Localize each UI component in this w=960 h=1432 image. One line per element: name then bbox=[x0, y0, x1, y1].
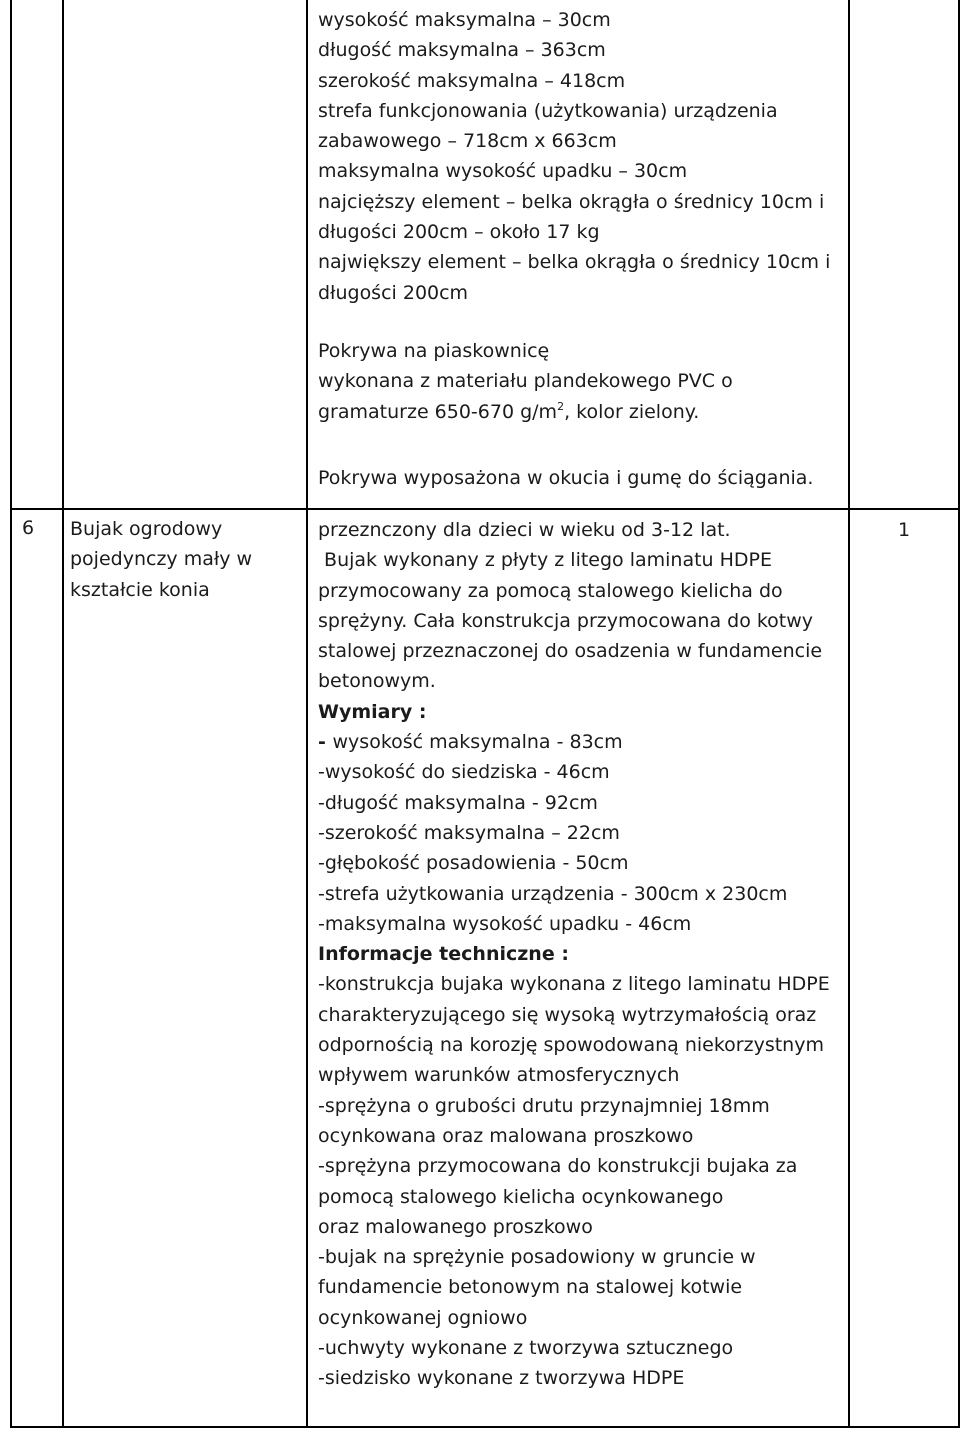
item-name-line: pojedynczy mały w bbox=[70, 548, 253, 571]
dimension-line: szerokość maksymalna – 418cm bbox=[318, 69, 626, 92]
dimension-line: najcięższy element – belka okrągła o średnicy 10cm i bbox=[318, 190, 825, 213]
tech-line: fundamencie betonowym na stalowej kotwie bbox=[318, 1276, 743, 1299]
name-cell bbox=[63, 509, 307, 1427]
dimension-line: -długość maksymalna - 92cm bbox=[318, 791, 598, 814]
tech-line: -sprężyna o grubości drutu przynajmniej 18mm bbox=[318, 1094, 770, 1117]
cover-color-text: , kolor zielony. bbox=[564, 400, 700, 423]
cover-superscript: 2 bbox=[557, 399, 565, 413]
tech-line: -konstrukcja bujaka wykonana z litego laminatu HDPE bbox=[318, 973, 830, 996]
tech-line: -sprężyna przymocowana do konstrukcji bujaka za bbox=[318, 1155, 798, 1178]
dimension-line: długości 200cm bbox=[318, 281, 469, 304]
dimension-text: wysokość maksymalna - 83cm bbox=[332, 731, 623, 754]
tech-line: pomocą stalowego kielicha ocynkowanego bbox=[318, 1185, 724, 1208]
tech-line: -uchwyty wykonane z tworzywa sztucznego bbox=[318, 1337, 734, 1360]
description-line: betonowym. bbox=[318, 670, 436, 693]
tech-line: -bujak na sprężynie posadowiony w gruncie w bbox=[318, 1246, 756, 1269]
dimension-line: strefa funkcjonowania (użytkowania) urządzenia bbox=[318, 99, 778, 122]
number-cell bbox=[11, 509, 63, 1427]
cover-line: wykonana z materiału plandekowego PVC o bbox=[318, 370, 733, 393]
tech-line: wpływem warunków atmosferycznych bbox=[318, 1064, 680, 1087]
row-number: 6 bbox=[22, 517, 35, 539]
item-name-line: Bujak ogrodowy bbox=[70, 518, 223, 540]
dimension-line: -szerokość maksymalna – 22cm bbox=[318, 821, 620, 844]
dimension-line: wysokość maksymalna – 30cm bbox=[318, 9, 611, 31]
description-line: przymocowany za pomocą stalowego kielicha do bbox=[318, 579, 783, 602]
tech-line: oraz malowanego proszkowo bbox=[318, 1215, 593, 1238]
tech-heading: Informacje techniczne : bbox=[318, 943, 569, 966]
description-line: przeznczony dla dzieci w wieku od 3-12 lat. bbox=[318, 519, 731, 541]
cover-line: Pokrywa na piaskownicę bbox=[318, 339, 550, 362]
tech-line: charakteryzującego się wysoką wytrzymałością oraz bbox=[318, 1003, 817, 1026]
tech-line: ocynkowanej ogniowo bbox=[318, 1306, 528, 1329]
dimension-line: zabawowego – 718cm x 663cm bbox=[318, 130, 617, 153]
dimension-line: największy element – belka okrągła o średnicy 10cm i bbox=[318, 251, 831, 274]
dimension-line: długości 200cm – około 17 kg bbox=[318, 221, 600, 244]
dimension-line bbox=[318, 727, 848, 757]
description-line: Bujak wykonany z płyty z litego laminatu HDPE bbox=[318, 549, 773, 572]
tech-line: odpornością na korozję spowodowaną niekorzystnym bbox=[318, 1034, 824, 1057]
dimension-line: -maksymalna wysokość upadku - 46cm bbox=[318, 912, 692, 935]
cover-weight-text: gramaturze 650-670 g/m bbox=[318, 400, 558, 423]
name-cell-empty bbox=[63, 0, 307, 509]
cover-fittings-line: Pokrywa wyposażona w okucia i gumę do ściągania. bbox=[318, 466, 814, 489]
dimension-line: -wysokość do siedziska - 46cm bbox=[318, 761, 610, 784]
description-line: stalowej przeznaczonej do osadzenia w fundamencie bbox=[318, 640, 823, 663]
dimension-line: długość maksymalna – 363cm bbox=[318, 39, 606, 62]
description-cell-continued bbox=[307, 0, 849, 509]
specification-table bbox=[10, 0, 960, 1428]
quantity-cell bbox=[849, 509, 959, 1427]
dimension-line: maksymalna wysokość upadku – 30cm bbox=[318, 160, 688, 183]
quantity-cell-empty bbox=[849, 0, 959, 509]
tech-line: ocynkowana oraz malowana proszkowo bbox=[318, 1124, 694, 1147]
tech-line: -siedzisko wykonane z tworzywa HDPE bbox=[318, 1367, 685, 1390]
table-row-6 bbox=[11, 509, 959, 1427]
number-cell-empty bbox=[11, 0, 63, 509]
dimension-line: -strefa użytkowania urządzenia - 300cm x 230cm bbox=[318, 882, 788, 905]
dimensions-heading: Wymiary : bbox=[318, 700, 427, 723]
cover-weight-line bbox=[318, 397, 848, 427]
dimension-dash: - bbox=[318, 731, 333, 754]
description-line: sprężyny. Cała konstrukcja przymocowana do kotwy bbox=[318, 609, 814, 632]
description-cell bbox=[307, 509, 849, 1427]
table-row-continued bbox=[11, 0, 959, 509]
quantity-value: 1 bbox=[897, 519, 911, 541]
dimension-line: -głębokość posadowienia - 50cm bbox=[318, 852, 629, 875]
item-name-line: kształcie konia bbox=[70, 578, 210, 601]
